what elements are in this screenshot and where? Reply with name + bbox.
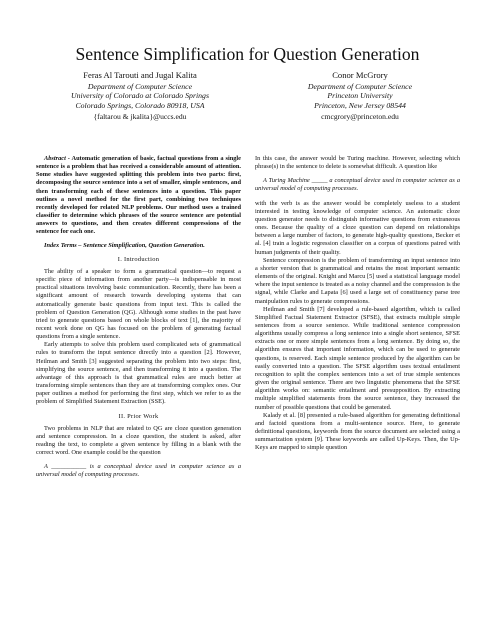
section-heading-introduction: I. Introduction [117, 255, 160, 263]
left-column [36, 155, 241, 486]
example-question: A Turing Machine _____ a conceptual device used in computer science as a universal model of computing processes. [255, 177, 460, 193]
author-affiliation-line: Department of Computer Science [307, 81, 413, 91]
paragraph: Heilman and Smith [7] developed a rule-based algorithm, which is called Simplified Factual Statement Extractor (SFSE), that extracts multiple simple sentences from a source sentence. While traditional sentence compression algorithms usually compress a long sentence into a single short sentence, SFSE extracts one or more simple sentences from a long sentence. By doing so, the algorithm ensures that important information, which can be used to generate questions, is reserved. Each simple sentence produced by the algorithm can be easily converted into a question. The SFSE algorithm uses textual entailment recognition to split the complex sentences into a set of true simple sentences given the original sentence. There are two linguistic phenomena that the SFSE algorithm works on: semantic entailment and presupposition. By extracting multiple simplified statements from the source sentence, they increased the number of possible questions that could be generated. [255, 305, 460, 411]
paragraph: Kalady et al. [8] presented a rule-based algorithm for generating definitional and factoid questions from a multi-sentence source. Here, to generate definitional questions, keywords from the source document are selected using a summarization system [9]. These keywords are called Up-Keys. Then, the Up-Keys are mapped to simple question [255, 411, 460, 452]
author-affiliation-line: Princeton University [327, 91, 393, 101]
example-question: A ___________ is a conceptual device used in computer science as a universal model of computing processes. [36, 463, 241, 479]
paragraph: with the verb is as the answer would be completely useless to a student interested in testing knowledge of computer science. An automatic cloze question generator needs to distinguish informative questions from extraneous ones. Because the quality of a cloze question can depend on relationships between a large number of factors, to generate high-quality questions, Becker et al. [4] train a logistic regression classifier on a corpus of questions paired with human judgments of their quality. [255, 199, 460, 256]
abstract-text: - Automatic generation of basic, factual questions from a single sentence is a problem that has received a considerable amount of attention. Some studies have suggested splitting this problem into two parts: first, decomposing the source sentence into a set of smaller, simple sentences, and then transforming each of these sentences into a question. This paper outlines a novel method for the first part, combining two techniques recently developed for related NLP problems. Our method uses a trained classifier to determine which phrases of the source sentence are potential answers to questions, and then creates different compressions of the sentence for each one. [36, 155, 241, 236]
author-names: Conor McGrory [332, 70, 388, 80]
author-email: cmcgrory@princeton.edu [321, 112, 399, 122]
author-affiliation-line: University of Colorado at Colorado Springs [71, 91, 209, 101]
right-column [255, 155, 460, 452]
abstract-label: Abstract [44, 155, 66, 162]
author-names: Feras Al Tarouti and Jugal Kalita [83, 70, 197, 80]
abstract [36, 155, 241, 237]
author-affiliation-line: Department of Computer Science [87, 81, 193, 91]
index-terms: Index Terms – Sentence Simplification, Question Generation. [44, 241, 205, 249]
author-email: {faltarou & jkalita}@uccs.edu [93, 112, 187, 122]
paper-title: Sentence Simplification for Question Generation [75, 44, 420, 64]
paragraph: In this case, the answer would be Turing machine. However, selecting which phrase(s) in the sentence to delete is somewhat difficult. A question like [255, 155, 460, 171]
section-heading-prior-work: II. Prior Work [118, 412, 159, 420]
paragraph: The ability of a speaker to form a grammatical question—to request a specific piece of information from another party—is indispensable in most practical situations involving basic communication. Recently, there has been a significant amount of research towards developing systems that can automatically generate basic questions from input text. This is called the problem of Question Generation (QG). Although some studies in the past have tried to generate questions based on whole blocks of text [1], the majority of recent work done on QG has focused on the problem of generating factual questions from a single sentence. [36, 267, 241, 341]
author-block-2 [260, 71, 460, 122]
author-affiliation-line: Princeton, New Jersey 08544 [314, 100, 406, 110]
author-affiliation-line: Colorado Springs, Colorado 80918, USA [75, 100, 205, 110]
paragraph: Two problems in NLP that are related to QG are cloze question generation and sentence compression. In a cloze question, the student is asked, after reading the text, to complete a given sentence by filling in a blank with the correct word. One example could be the question [36, 424, 241, 457]
author-block-1 [40, 71, 240, 122]
paragraph: Early attempts to solve this problem used complicated sets of grammatical rules to transform the input sentence directly into a question [2]. However, Heilman and Smith [3] suggested separating the problem into two steps: first, simplifying the source sentence, and then transforming it into a question. The advantage of this approach is that grammatical rules are much better at transforming simple sentences than they are at transforming complex ones. Our paper outlines a method for performing the first step, which we refer to as the problem of Simplified Statement Extraction (SSE). [36, 341, 241, 406]
paragraph: Sentence compression is the problem of transforming an input sentence into a shorter version that is grammatical and retains the most important semantic elements of the original. Knight and Marcu [5] used a statistical language model where the input sentence is treated as a noisy channel and the compression is the signal, while Clarke and Lapata [6] used a large set of constituency parse tree manipulation rules to generate compressions. [255, 256, 460, 305]
